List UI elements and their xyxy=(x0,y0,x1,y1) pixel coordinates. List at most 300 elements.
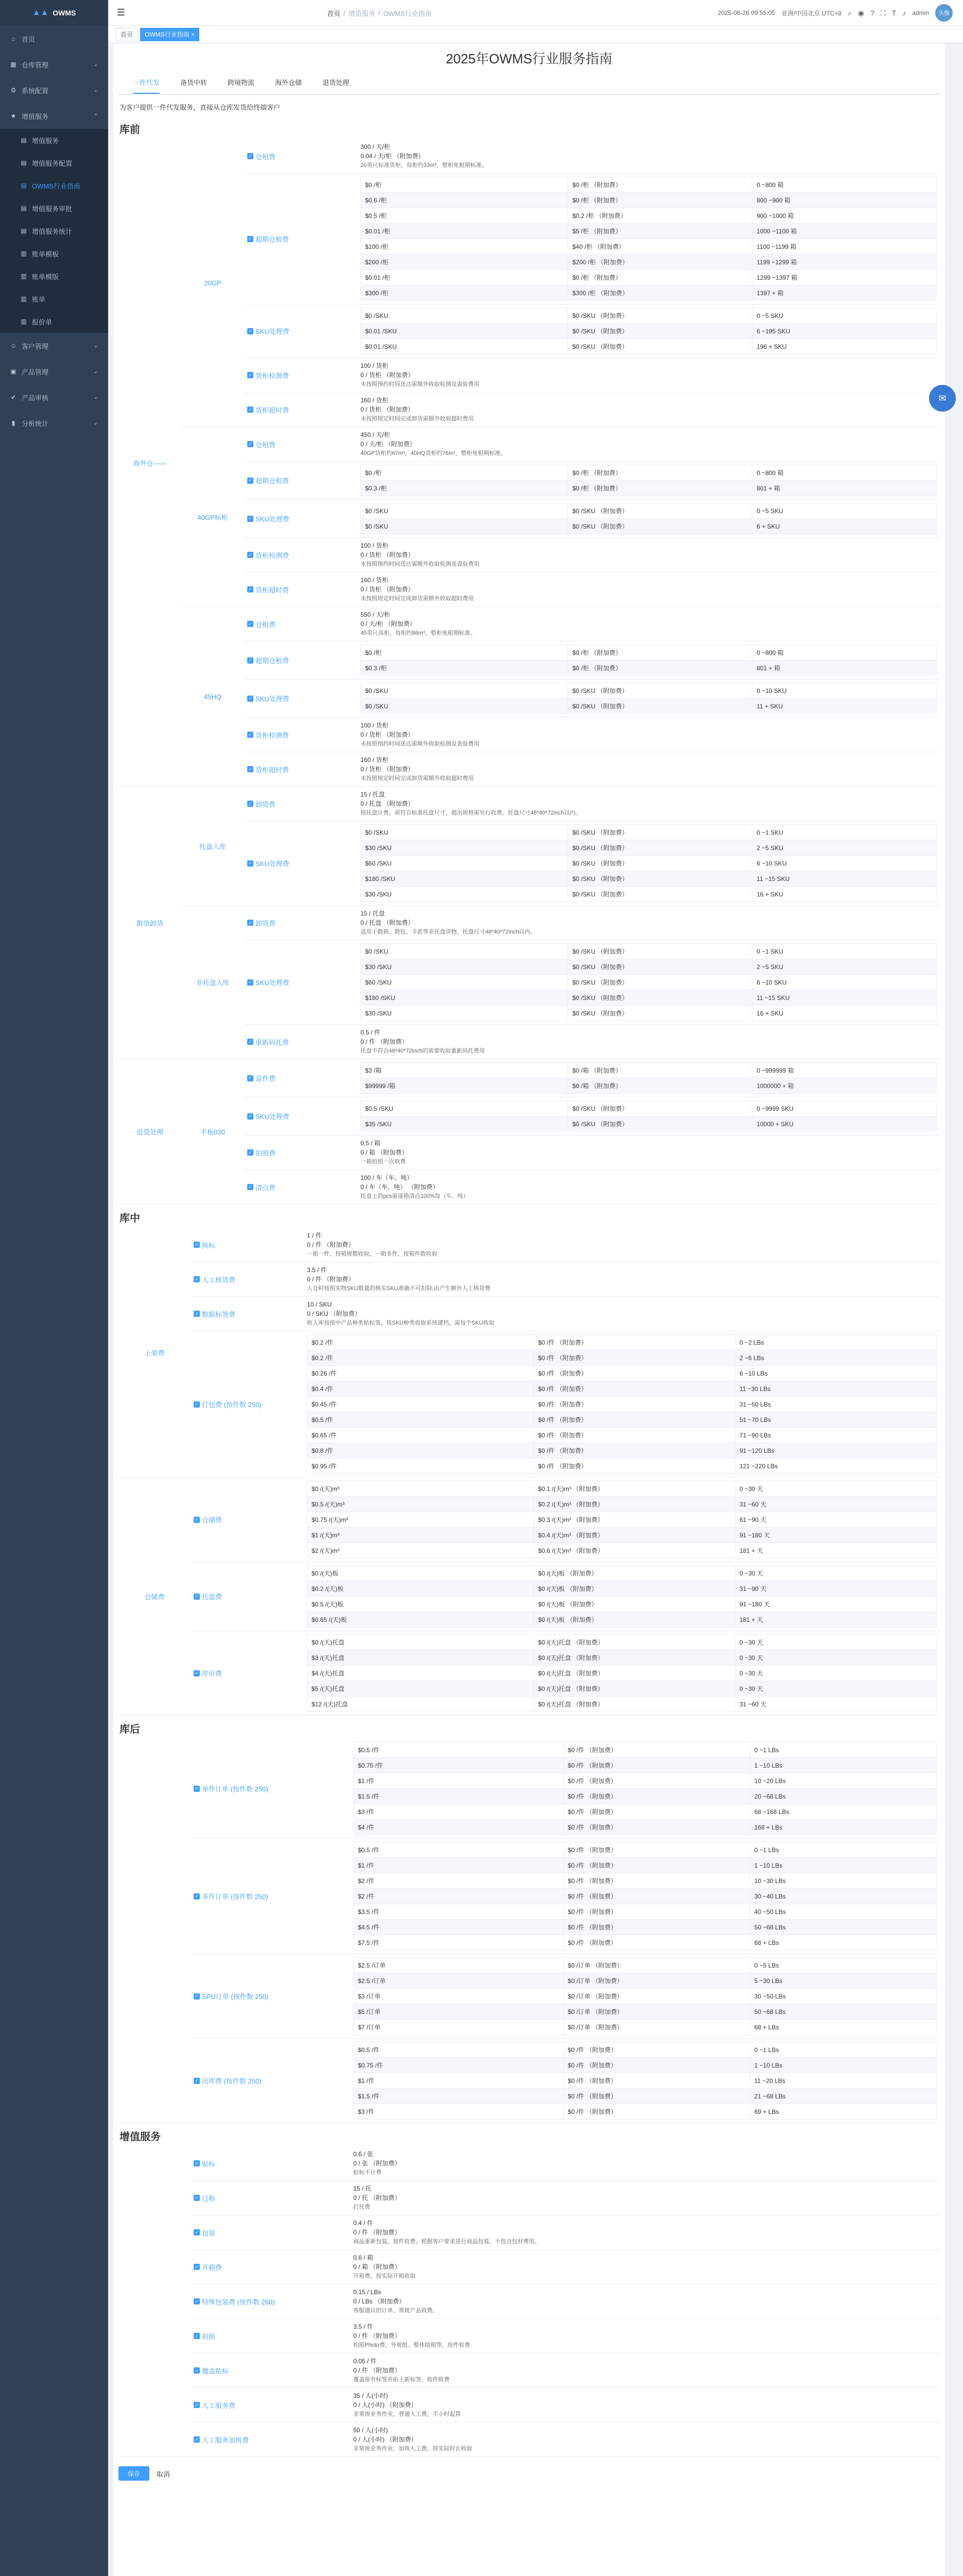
toggle-icon[interactable]: ✓ xyxy=(194,2298,200,2304)
fee-label[interactable] xyxy=(244,906,357,940)
fee-label[interactable] xyxy=(191,1262,304,1296)
sidebar-item[interactable] xyxy=(0,310,108,333)
sidebar-item[interactable] xyxy=(0,384,108,410)
fee-label[interactable] xyxy=(191,1631,304,1715)
fee-label[interactable] xyxy=(191,1839,350,1954)
bill-icon: ▥ xyxy=(21,295,27,302)
tier-row xyxy=(361,193,937,208)
fee-label[interactable] xyxy=(244,1059,357,1097)
fee-label[interactable] xyxy=(244,427,357,461)
fee-label[interactable] xyxy=(244,304,357,358)
tier-cell: $0 /件 （附加费） xyxy=(534,1459,735,1474)
tier-cell: 1 ~10 LBs xyxy=(750,2058,936,2073)
sidebar-item[interactable] xyxy=(0,151,108,174)
sidebar-item[interactable] xyxy=(0,197,108,219)
fee-label[interactable] xyxy=(244,607,357,641)
sidebar-item[interactable] xyxy=(0,287,108,310)
fee-label-text: SKU处理费 xyxy=(255,1113,289,1121)
tag-item[interactable]: OWMS行业指南 × xyxy=(140,28,199,41)
toggle-icon[interactable]: ✓ xyxy=(247,1149,253,1156)
fee-line: 300 / 天/柜 xyxy=(360,143,390,150)
tier-cell: $2 /件 xyxy=(354,1889,564,1904)
sidebar-item[interactable] xyxy=(0,333,108,359)
fee-group xyxy=(118,139,940,787)
fee-label[interactable] xyxy=(191,2039,350,2123)
fee-row xyxy=(244,1025,940,1059)
fee-line: 0 / 件 （附加费） xyxy=(307,1241,355,1248)
fee-label[interactable] xyxy=(244,680,357,717)
tier-row xyxy=(307,1335,937,1350)
fee-label-text: 托盘费 xyxy=(202,1593,222,1601)
group-content xyxy=(181,139,940,786)
tag-item[interactable]: 首页 xyxy=(116,28,137,41)
fee-label[interactable] xyxy=(244,641,357,679)
tier-cell: 68 + LBs xyxy=(750,2020,936,2035)
tier-cell: $0.3 /柜 xyxy=(361,660,568,676)
fee-line: 未按照规定时间完成卸货需额外收取超时费用 xyxy=(360,596,474,602)
fee-row xyxy=(191,2319,940,2353)
toggle-icon[interactable]: ✓ xyxy=(194,1594,200,1600)
toggle-icon[interactable]: ✓ xyxy=(247,860,253,867)
fee-label[interactable] xyxy=(191,1954,350,2038)
toggle-icon[interactable]: ✓ xyxy=(247,1039,253,1045)
tier-row xyxy=(307,1428,937,1443)
fee-label[interactable] xyxy=(191,2388,350,2422)
subgroup-content xyxy=(244,906,940,1059)
sidebar-item-label: 仓库管理 xyxy=(22,61,49,69)
tier-cell: 21 ~68 LBs xyxy=(750,2089,936,2104)
tab-item[interactable]: 一件代发 xyxy=(133,73,160,94)
tier-cell: 30 ~50 LBs xyxy=(750,1989,936,2004)
tier-cell: $0 /SKU （附加费） xyxy=(568,1116,752,1132)
toggle-icon[interactable]: ✓ xyxy=(247,236,253,242)
toggle-icon[interactable]: ✓ xyxy=(194,1893,200,1900)
fee-line: 未按照预约时间送达需额外收取检测及查验费用 xyxy=(360,741,479,747)
toggle-icon[interactable]: ✓ xyxy=(194,2436,200,2443)
fee-line: 0 / 托盘 （附加费） xyxy=(360,800,415,807)
tier-cell: $2.5 /订单 xyxy=(354,1958,564,1973)
fee-label-text: 覆盖贴标 xyxy=(202,2367,229,2375)
tier-cell: 0 ~10 SKU xyxy=(752,683,937,699)
sidebar-item[interactable] xyxy=(0,103,108,129)
hamburger-icon[interactable]: ☰ xyxy=(116,7,126,18)
fee-label-text: 超期仓租费 xyxy=(255,477,289,485)
fee-line: 450 / 天/柜 xyxy=(360,431,390,438)
tier-cell: 121 ~220 LBs xyxy=(735,1459,936,1474)
fee-row xyxy=(191,1839,940,1954)
fee-label[interactable] xyxy=(191,1739,350,1838)
question-icon[interactable]: ? xyxy=(870,9,874,17)
toggle-icon[interactable]: ✓ xyxy=(194,1242,200,1248)
chevron-down-icon: ⌄ xyxy=(93,394,98,400)
fee-label[interactable] xyxy=(191,2319,350,2353)
fee-line: 0 / 托 （附加费） xyxy=(353,2194,401,2201)
toggle-icon[interactable]: ✓ xyxy=(194,2078,200,2084)
region-text[interactable]: 亚洲/中国北京 UTC+8 xyxy=(781,9,842,17)
tier-row xyxy=(307,1543,937,1558)
toggle-icon[interactable]: ✓ xyxy=(247,372,253,378)
sidebar-item[interactable] xyxy=(0,265,108,287)
toggle-icon[interactable]: ✓ xyxy=(194,1401,200,1408)
sidebar-logo[interactable] xyxy=(0,0,108,26)
fee-row xyxy=(244,572,940,606)
bill-icon: ▥ xyxy=(21,318,27,325)
tier-row xyxy=(354,1789,937,1804)
tier-cell: $0 /SKU （附加费） xyxy=(568,308,752,324)
fee-value xyxy=(350,1739,940,1838)
fee-line: 0 / 件 （附加费） xyxy=(353,2332,401,2340)
fee-value xyxy=(357,174,940,304)
toggle-icon[interactable]: ✓ xyxy=(194,2195,200,2201)
fee-line: 100 / 车（车、吨） xyxy=(360,1174,414,1181)
sidebar-item[interactable] xyxy=(0,26,108,52)
fee-label[interactable] xyxy=(244,358,357,392)
fee-line: 拍照Photo费，外观组、整体组照等，按件收费 xyxy=(353,2342,470,2348)
fee-value xyxy=(357,1025,940,1059)
tier-cell: $0 /柜 xyxy=(361,645,568,660)
toggle-icon[interactable]: ✓ xyxy=(247,920,253,926)
tier-row xyxy=(361,255,937,270)
toggle-icon[interactable]: ✓ xyxy=(247,657,253,664)
tier-cell: $0 /柜 （附加费） xyxy=(568,481,752,496)
fee-label-text: 拍照费 xyxy=(255,1149,276,1157)
toggle-icon[interactable]: ✓ xyxy=(194,2264,200,2270)
fee-label[interactable] xyxy=(191,2284,350,2318)
fee-row xyxy=(191,2353,940,2388)
toggle-icon[interactable]: ✓ xyxy=(194,2367,200,2374)
fee-value xyxy=(357,1136,940,1170)
toggle-icon[interactable]: ✓ xyxy=(247,441,253,447)
tier-cell: $0 /SKU （附加费） xyxy=(568,1006,752,1021)
fee-label-text: 换标 xyxy=(202,1241,216,1249)
sidebar-item[interactable] xyxy=(0,219,108,242)
fee-value xyxy=(304,1228,940,1262)
tier-row xyxy=(307,1666,937,1681)
tier-cell: $0 /件 （附加费） xyxy=(563,1742,750,1758)
fee-label[interactable] xyxy=(244,1025,357,1059)
toggle-icon[interactable]: ✓ xyxy=(247,1113,253,1120)
fee-row xyxy=(244,641,940,680)
tab-item[interactable]: 备货中转 xyxy=(180,79,208,87)
fee-label[interactable] xyxy=(191,2181,350,2215)
toggle-icon[interactable]: ✓ xyxy=(194,1993,200,1999)
tier-cell: $0.01 /SKU xyxy=(361,339,568,354)
tier-cell: 61 ~90 天 xyxy=(735,1512,936,1528)
tier-row xyxy=(307,1635,937,1650)
toggle-icon[interactable]: ✓ xyxy=(247,328,253,334)
fee-label[interactable] xyxy=(244,393,357,427)
tab-item[interactable]: 退货处理 xyxy=(322,79,350,87)
logo-icon: ▲▲ xyxy=(32,8,49,17)
fee-label[interactable] xyxy=(191,2215,350,2249)
fee-label-text: 重新码托费 xyxy=(255,1038,289,1046)
toggle-icon[interactable]: ✓ xyxy=(194,2160,200,2166)
fee-label[interactable] xyxy=(191,2422,350,2456)
bell-icon[interactable]: ♪ xyxy=(902,9,906,17)
font-size-icon[interactable]: T xyxy=(891,9,897,17)
fee-label-text: 货柜超时费 xyxy=(255,766,289,774)
tier-row xyxy=(361,224,937,239)
tier-cell: $4 /(天)托盘 xyxy=(307,1666,534,1681)
tier-cell: 900 ~1000 箱 xyxy=(752,208,937,224)
tier-cell: 1 ~10 LBs xyxy=(750,1758,936,1773)
sidebar-item[interactable] xyxy=(0,410,108,436)
fee-row xyxy=(244,427,940,462)
chat-icon[interactable]: ✉ xyxy=(929,385,956,412)
tier-row xyxy=(361,840,937,856)
tier-cell: $0 /件 （附加费） xyxy=(563,1904,750,1920)
fee-label[interactable] xyxy=(244,787,357,821)
tab-item[interactable]: 跨境物流 xyxy=(228,79,255,87)
fee-line: 0 / 箱 （附加费） xyxy=(360,1149,408,1156)
tab-item[interactable]: 海外仓储 xyxy=(275,79,302,87)
fee-label[interactable] xyxy=(244,940,357,1024)
file-icon: ▤ xyxy=(21,205,27,212)
fee-label[interactable] xyxy=(191,2353,350,2387)
tier-cell: $0 /件 （附加费） xyxy=(563,2042,750,2058)
fee-value xyxy=(357,607,940,641)
tier-cell: $0 /件 （附加费） xyxy=(534,1397,735,1412)
fee-label[interactable] xyxy=(191,1478,304,1562)
fee-label-text: 开箱费 xyxy=(202,2263,222,2272)
avatar[interactable]: 头像 xyxy=(935,4,953,22)
tier-cell: $4 /件 xyxy=(354,1820,564,1835)
fee-value xyxy=(304,1562,940,1631)
search-icon[interactable]: ⌕ xyxy=(848,8,852,17)
fee-label[interactable] xyxy=(191,1228,304,1262)
breadcrumb-home[interactable]: 首页 xyxy=(327,9,341,18)
section-title: 库前 xyxy=(119,124,140,135)
tier-table xyxy=(360,503,937,534)
fee-label-text: 打包费 (按件数 250) xyxy=(202,1401,262,1409)
sidebar-item[interactable] xyxy=(0,129,108,151)
tier-row xyxy=(307,1566,937,1581)
tags-view xyxy=(108,26,963,43)
group-label: 退货处理 xyxy=(136,1128,163,1136)
subgroup-content xyxy=(244,787,940,905)
fee-label[interactable] xyxy=(244,572,357,606)
toggle-icon[interactable]: ✓ xyxy=(247,1075,253,1081)
fee-label[interactable] xyxy=(244,462,357,499)
fee-row xyxy=(244,940,940,1025)
toggle-icon[interactable]: ✓ xyxy=(247,801,253,807)
fee-label-text: 卸货费 xyxy=(255,919,276,927)
fee-label[interactable] xyxy=(244,500,357,537)
toggle-icon[interactable]: ✓ xyxy=(247,478,253,484)
user-name[interactable]: admin xyxy=(912,9,929,16)
toggle-icon[interactable]: ✓ xyxy=(247,766,253,772)
tier-row xyxy=(361,208,937,224)
toggle-icon[interactable]: ✓ xyxy=(247,1184,253,1190)
datetime-text: 2025-06-26 09:55:05 xyxy=(717,9,776,16)
tier-cell: $0 /箱 （附加费） xyxy=(568,1063,752,1078)
tier-row xyxy=(307,1397,937,1412)
tier-row xyxy=(354,2020,937,2035)
toggle-icon[interactable]: ✓ xyxy=(194,1276,200,1282)
fee-label-text: 特殊包装费 (按件数 260) xyxy=(202,2298,275,2306)
tier-cell: 2 ~5 SKU xyxy=(752,840,937,856)
fee-line: 15 / 托 xyxy=(353,2185,372,2192)
tier-cell: 10 ~30 LBs xyxy=(750,1873,936,1889)
fee-row xyxy=(191,1631,940,1715)
fee-value xyxy=(357,572,940,606)
tier-cell: 0 ~30 天 xyxy=(735,1681,936,1697)
sidebar-item-label: 账单模板 xyxy=(32,250,59,258)
fee-label[interactable] xyxy=(191,1297,304,1331)
tier-cell: $0 /SKU （附加费） xyxy=(568,683,752,699)
fee-label-text: 超期仓租费 xyxy=(255,657,289,665)
chevron-down-icon: ⌄ xyxy=(93,61,98,67)
tier-row xyxy=(354,1820,937,1835)
tier-cell: $0.26 /件 xyxy=(307,1366,534,1381)
sidebar-item[interactable] xyxy=(0,359,108,384)
tier-cell: $1 /(天)m³ xyxy=(307,1528,534,1543)
tier-cell: $0.6 /(天)m³ （附加费） xyxy=(534,1543,735,1558)
tier-row xyxy=(307,1512,937,1528)
fee-line: 50 / 人(小时) xyxy=(353,2427,388,2434)
toggle-icon[interactable]: ✓ xyxy=(247,621,253,627)
cancel-button[interactable]: 取消 xyxy=(157,2469,170,2479)
fee-value xyxy=(357,718,940,752)
fee-label-text: 人工服务加班费 xyxy=(202,2436,249,2444)
sidebar-item[interactable] xyxy=(0,77,108,103)
tier-cell: $0.8 /件 xyxy=(307,1443,534,1459)
tier-table xyxy=(353,1957,937,2035)
fee-label[interactable] xyxy=(244,821,357,905)
fee-row xyxy=(191,2181,940,2215)
tier-cell: 2 ~6 LBs xyxy=(735,1350,936,1366)
toggle-icon[interactable]: ✓ xyxy=(194,2333,200,2339)
tier-cell: $0 /订单 （附加费） xyxy=(563,1958,750,1973)
form-actions xyxy=(118,2457,940,2491)
toggle-icon[interactable]: ✓ xyxy=(247,696,253,702)
fee-row xyxy=(244,607,940,641)
fee-line: 0 / LBs （附加费） xyxy=(353,2298,405,2305)
tier-cell: 0 ~30 天 xyxy=(735,1566,936,1581)
fee-label[interactable] xyxy=(191,1562,304,1631)
file-icon: ▤ xyxy=(21,159,27,166)
section-title: 增值服务 xyxy=(119,2131,161,2143)
tier-cell: $60 /SKU xyxy=(361,856,568,871)
tier-cell: 6 ~10 LBs xyxy=(735,1366,936,1381)
sidebar-item[interactable] xyxy=(0,174,108,197)
fee-line: 0.5 / 件 xyxy=(360,1029,381,1036)
tier-table xyxy=(360,683,937,714)
fee-line: 100 / 货柜 xyxy=(360,722,389,729)
fee-value xyxy=(350,2146,940,2180)
tier-cell: $0 /SKU （附加费） xyxy=(568,324,752,339)
tier-row xyxy=(307,1581,937,1597)
header-right xyxy=(718,0,953,26)
tier-row xyxy=(361,465,937,481)
page-title: 2025年OWMS行业服务指南 xyxy=(445,51,613,66)
fee-label-text: 货柜检测费 xyxy=(255,731,289,739)
fee-value xyxy=(357,906,940,940)
tier-cell: $0 /SKU xyxy=(361,308,568,324)
toggle-icon[interactable]: ✓ xyxy=(247,406,253,413)
fee-row xyxy=(191,1262,940,1297)
toggle-icon[interactable]: ✓ xyxy=(194,1670,200,1676)
tier-cell: $0 /SKU xyxy=(361,825,568,840)
toggle-icon[interactable]: ✓ xyxy=(194,2402,200,2408)
tier-cell: $1 /件 xyxy=(354,2073,564,2089)
fee-value xyxy=(357,1059,940,1097)
tier-cell: $0 /柜 （附加费） xyxy=(568,660,752,676)
toggle-icon[interactable]: ✓ xyxy=(247,153,253,159)
fullscreen-icon[interactable]: ⛶ xyxy=(880,8,886,17)
fee-row xyxy=(244,500,940,538)
tier-row xyxy=(361,856,937,871)
toggle-icon[interactable]: ✓ xyxy=(247,979,253,986)
fee-label-text: 人工核货费 xyxy=(202,1276,236,1284)
tier-cell: $0 /件 （附加费） xyxy=(534,1381,735,1397)
tier-cell: 71 ~90 LBs xyxy=(735,1428,936,1443)
fee-label[interactable] xyxy=(244,139,357,173)
tier-cell: 68 ~168 LBs xyxy=(750,1804,936,1820)
home-icon: ⌂ xyxy=(11,35,15,42)
intro-text: 为客户提供一件代发服务，直接从仓库发货给终端客户 xyxy=(119,104,281,111)
fee-line: 0 / 货柜 （附加费） xyxy=(360,731,415,738)
logo-text: OWMS xyxy=(53,9,76,17)
sidebar-item[interactable] xyxy=(0,242,108,265)
github-icon[interactable]: ◉ xyxy=(857,8,865,17)
toggle-icon[interactable]: ✓ xyxy=(247,732,253,738)
star-icon: ★ xyxy=(10,112,16,120)
tier-cell: 1299 ~1397 箱 xyxy=(752,270,937,285)
tier-row xyxy=(354,1935,937,1951)
tier-cell: $0 /SKU （附加费） xyxy=(568,825,752,840)
toggle-icon[interactable]: ✓ xyxy=(247,552,253,558)
toggle-icon[interactable]: ✓ xyxy=(194,2229,200,2235)
tier-row xyxy=(361,944,937,959)
fee-label[interactable] xyxy=(244,538,357,572)
fee-label[interactable] xyxy=(191,1331,304,1477)
tier-cell: 1 ~10 LBs xyxy=(750,1858,936,1873)
fee-line: 0.04 / 天/柜 （附加费） xyxy=(360,152,425,160)
toggle-icon[interactable]: ✓ xyxy=(194,1311,200,1317)
chart-icon: ▮ xyxy=(11,419,15,427)
fee-label[interactable] xyxy=(191,2146,350,2180)
breadcrumb-item[interactable]: 增值服务 xyxy=(348,9,375,18)
fee-label[interactable] xyxy=(244,1136,357,1170)
fee-label[interactable] xyxy=(244,718,357,752)
tier-row xyxy=(354,1804,937,1820)
fee-label[interactable] xyxy=(244,1097,357,1135)
tier-cell: $0.5 /件 xyxy=(354,1842,564,1858)
fee-label-text: SKU处理费 xyxy=(255,695,289,703)
tier-table xyxy=(360,1100,937,1132)
fee-line: 0 / 车（车、吨） （附加费） xyxy=(360,1183,439,1191)
fee-label[interactable] xyxy=(244,1170,357,1204)
fee-label-text: 拍照 xyxy=(202,2332,216,2341)
tier-cell: $0 /(天)托盘 （附加费） xyxy=(534,1635,735,1650)
toggle-icon[interactable]: ✓ xyxy=(194,1786,200,1792)
toggle-icon[interactable]: ✓ xyxy=(194,1517,200,1523)
fee-label[interactable] xyxy=(244,174,357,304)
save-button[interactable]: 保存 xyxy=(118,2466,149,2481)
fee-label-text: 清点费 xyxy=(255,1183,276,1192)
toggle-icon[interactable]: ✓ xyxy=(247,586,253,592)
fee-label[interactable] xyxy=(244,752,357,786)
toggle-icon[interactable]: ✓ xyxy=(247,516,253,522)
sidebar-item[interactable] xyxy=(0,52,108,77)
fee-value xyxy=(357,538,940,572)
tier-cell: $0 /件 （附加费） xyxy=(563,1873,750,1889)
fee-label[interactable] xyxy=(191,2250,350,2284)
subgroup-label: 20GP xyxy=(204,279,221,287)
fee-line: 0 / 货柜 （附加费） xyxy=(360,551,415,558)
fee-line: 550 / 天/柜 xyxy=(360,611,390,618)
